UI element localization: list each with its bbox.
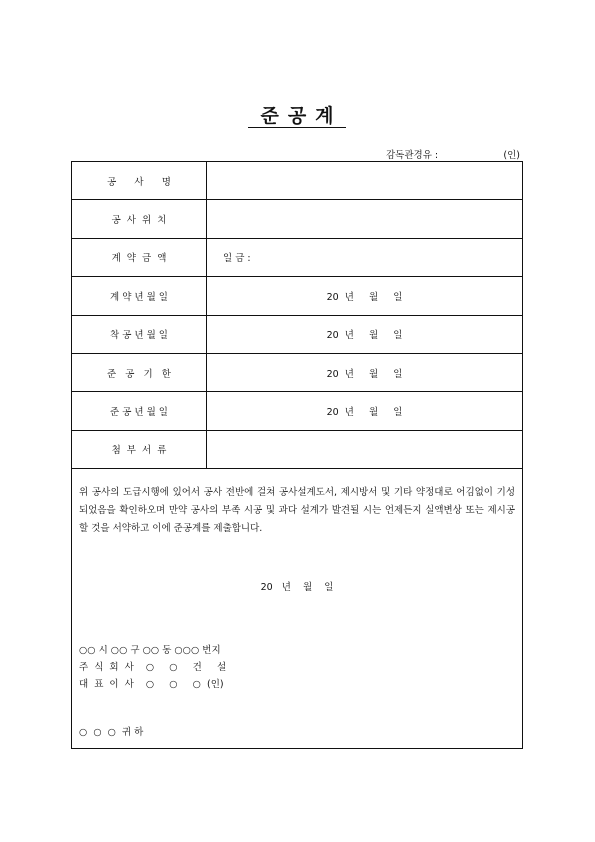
field-project-name[interactable] <box>207 162 522 199</box>
company-name: 주 식 회 사 ○ ○ 건 설 <box>79 662 227 673</box>
field-completion-deadline[interactable]: 20 년 월 일 <box>326 368 403 380</box>
label-contract-amount: 계 약 금 액 <box>72 239 207 276</box>
row-project-name <box>72 162 522 200</box>
label-contract-date: 계 약 년 월 일 <box>72 277 207 314</box>
document-title: 준공계 <box>260 105 343 127</box>
field-completion-date[interactable]: 20 년 월 일 <box>326 407 403 419</box>
label-attachments: 첨 부 서 류 <box>72 431 207 468</box>
label-start-date: 착 공 년 월 일 <box>72 316 207 353</box>
field-project-location[interactable] <box>207 200 522 237</box>
address-line: ○○ 시 ○○ 구 ○○ 동 ○○○ 번지 <box>79 645 221 656</box>
row-contract-amount <box>72 239 522 277</box>
title-underline <box>248 127 346 128</box>
recipient-line: ○ ○ ○ 귀 하 <box>79 727 144 738</box>
supervisor-seal: (인) <box>503 150 520 161</box>
label-project-location: 공 사 위 치 <box>72 200 207 237</box>
row-completion-date <box>72 392 522 430</box>
signature-date: 20 년 월 일 <box>260 582 334 593</box>
row-completion-deadline <box>72 354 522 392</box>
row-start-date <box>72 316 522 354</box>
statement-text: 위 공사의 도급시행에 있어서 공사 전반에 걸쳐 공사설계도서, 제시방서 및 기타 약정대로 어김없이 기성 되었음을 확인하오며 만약 공사의 부족 시공 및 과다 설계가 발견될 시는 언제든지 실액변상 또는 제시공 할 것을 서약하고 이에 준공계를 제출합니다. <box>79 487 515 535</box>
row-contract-date <box>72 277 522 315</box>
field-start-date[interactable]: 20 년 월 일 <box>326 330 403 342</box>
label-project-name: 공 사 명 <box>72 162 207 199</box>
row-project-location <box>72 200 522 238</box>
supervisor-label: 감독관경유 : <box>386 150 439 161</box>
field-contract-amount[interactable]: 일 금 : <box>223 253 251 265</box>
label-completion-date: 준 공 년 월 일 <box>72 392 207 429</box>
field-attachments[interactable] <box>207 431 522 468</box>
representative-name: 대 표 이 사 ○ ○ ○ (인) <box>79 679 224 690</box>
field-contract-date[interactable]: 20 년 월 일 <box>326 291 403 303</box>
label-completion-deadline: 준 공 기 한 <box>72 354 207 391</box>
supervisor-line <box>386 147 522 161</box>
row-attachments <box>72 431 522 469</box>
form-table <box>71 161 523 749</box>
